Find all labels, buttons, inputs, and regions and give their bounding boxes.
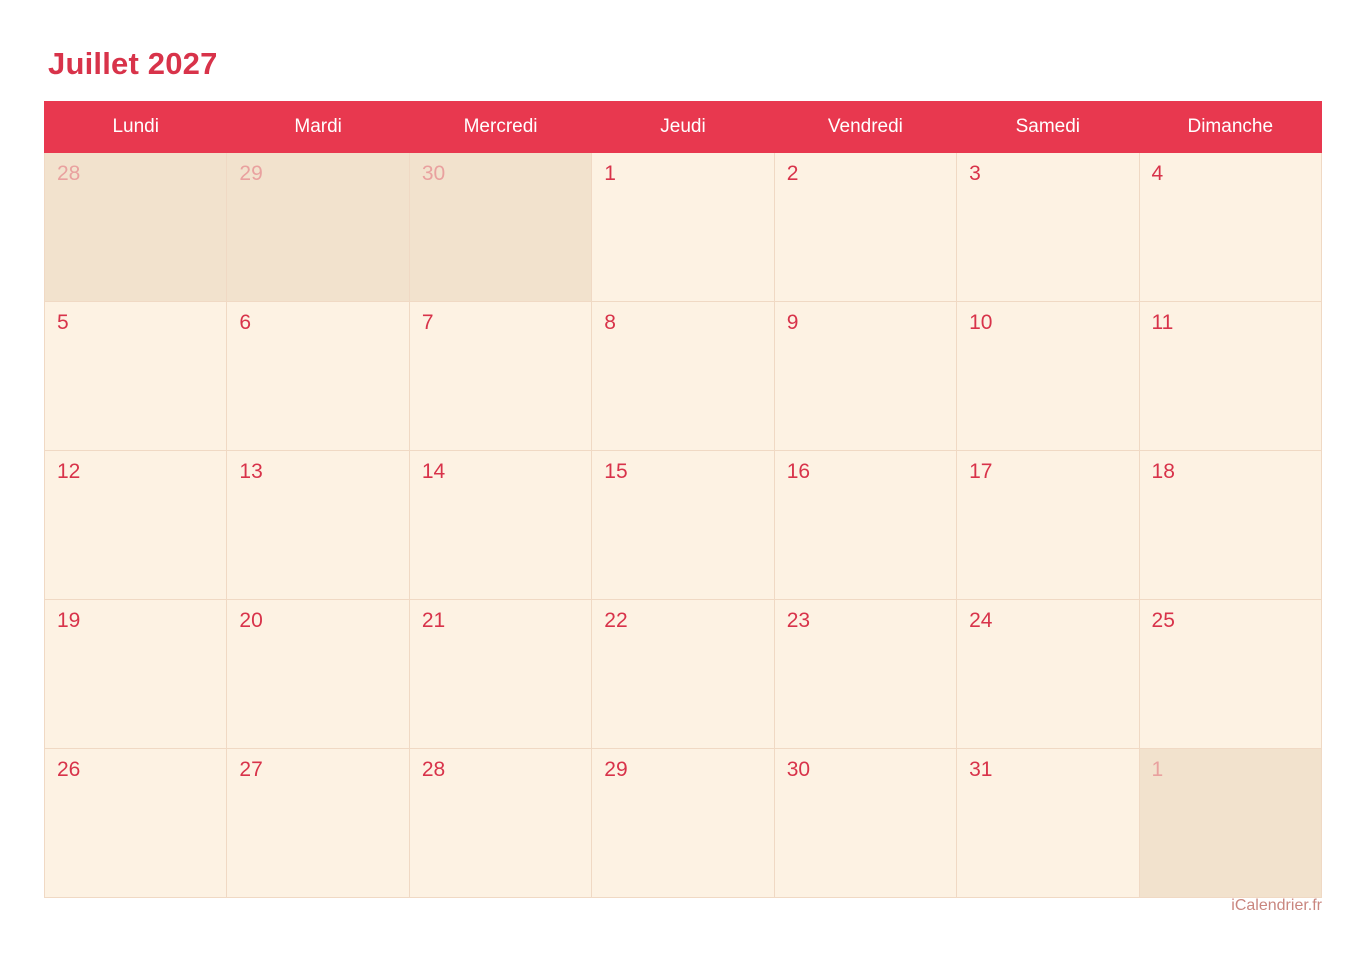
day-cell[interactable] (592, 600, 774, 749)
day-cell[interactable] (45, 749, 227, 898)
day-cell[interactable] (227, 600, 409, 749)
day-cell[interactable] (592, 153, 774, 302)
day-number: 28 (57, 162, 81, 185)
weekday-header-mercredi: Mercredi (409, 102, 591, 153)
day-cell[interactable] (592, 451, 774, 600)
day-number: 24 (969, 609, 993, 632)
day-number: 7 (421, 311, 434, 334)
day-cell[interactable] (774, 600, 956, 749)
day-cell[interactable] (957, 302, 1139, 451)
day-number: 29 (239, 162, 263, 185)
day-number: 30 (421, 162, 446, 185)
day-cell[interactable] (227, 749, 409, 898)
calendar-header (45, 102, 1322, 153)
day-number: 5 (57, 311, 69, 334)
day-cell[interactable] (1139, 451, 1321, 600)
day-cell[interactable] (45, 451, 227, 600)
day-cell[interactable] (957, 600, 1139, 749)
day-number: 10 (969, 311, 993, 334)
day-number: 19 (57, 609, 81, 632)
day-number: 8 (604, 311, 616, 334)
day-cell[interactable] (409, 600, 591, 749)
weekday-header-jeudi: Jeudi (592, 102, 774, 153)
day-number: 22 (604, 609, 628, 632)
day-number: 9 (786, 311, 799, 334)
day-cell[interactable] (45, 600, 227, 749)
day-cell[interactable] (1139, 302, 1321, 451)
day-cell[interactable] (1139, 153, 1321, 302)
day-number: 31 (969, 758, 993, 781)
site-credit: iCalendrier.fr (1231, 897, 1322, 914)
day-number: 14 (421, 460, 446, 483)
day-cell[interactable] (774, 302, 956, 451)
day-cell[interactable] (227, 302, 409, 451)
day-cell[interactable] (409, 302, 591, 451)
day-cell[interactable] (45, 153, 227, 302)
day-cell[interactable] (774, 451, 956, 600)
day-number: 11 (1151, 311, 1174, 334)
day-cell[interactable] (774, 153, 956, 302)
day-cell[interactable] (409, 451, 591, 600)
day-number: 1 (604, 162, 616, 185)
day-number: 25 (1151, 609, 1175, 632)
calendar-week-row (45, 749, 1322, 898)
day-number: 27 (239, 758, 263, 781)
day-number: 1 (1151, 758, 1164, 781)
weekday-header-vendredi: Vendredi (774, 102, 956, 153)
weekday-header-samedi: Samedi (957, 102, 1139, 153)
weekday-header-lundi: Lundi (45, 102, 227, 153)
weekday-header-dimanche: Dimanche (1139, 102, 1321, 153)
calendar-week-row (45, 600, 1322, 749)
day-cell[interactable] (957, 749, 1139, 898)
day-cell[interactable] (227, 451, 409, 600)
day-number: 30 (786, 758, 811, 781)
day-number: 21 (421, 609, 446, 632)
calendar-body (45, 153, 1322, 898)
month-calendar (44, 101, 1322, 898)
day-cell[interactable] (957, 153, 1139, 302)
day-number: 20 (239, 609, 263, 632)
day-cell[interactable] (1139, 600, 1321, 749)
weekday-header-row (45, 102, 1322, 153)
day-cell[interactable] (592, 749, 774, 898)
day-number: 18 (1151, 460, 1175, 483)
day-number: 15 (604, 460, 628, 483)
day-number: 26 (57, 758, 81, 781)
day-number: 13 (239, 460, 263, 483)
page-title: Juillet 2027 (48, 46, 218, 81)
weekday-header-mardi: Mardi (227, 102, 409, 153)
day-cell[interactable] (957, 451, 1139, 600)
day-cell[interactable] (45, 302, 227, 451)
day-number: 17 (969, 460, 993, 483)
day-number: 23 (786, 609, 811, 632)
calendar-week-row (45, 302, 1322, 451)
day-number: 2 (786, 162, 799, 185)
day-cell[interactable] (227, 153, 409, 302)
day-number: 16 (786, 460, 811, 483)
calendar-week-row (45, 451, 1322, 600)
day-number: 4 (1151, 162, 1164, 185)
day-number: 28 (421, 758, 446, 781)
day-cell[interactable] (1139, 749, 1321, 898)
day-cell[interactable] (592, 302, 774, 451)
day-cell[interactable] (409, 153, 591, 302)
day-cell[interactable] (409, 749, 591, 898)
calendar-week-row (45, 153, 1322, 302)
day-number: 29 (604, 758, 628, 781)
day-number: 3 (969, 162, 981, 185)
day-number: 12 (57, 460, 81, 483)
day-cell[interactable] (774, 749, 956, 898)
day-number: 6 (239, 311, 252, 334)
